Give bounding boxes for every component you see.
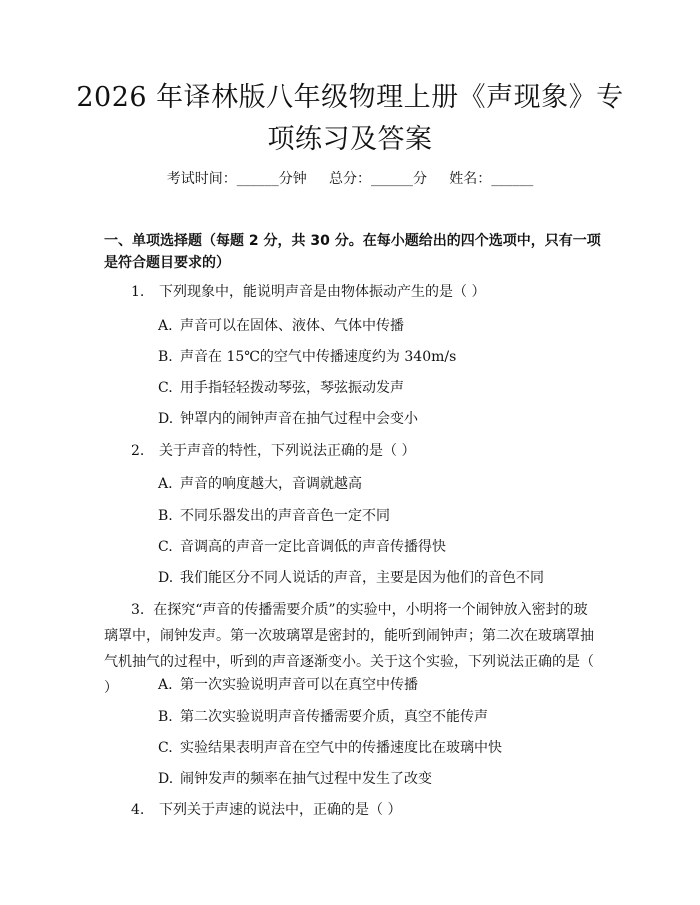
option-text: 音调高的声音一定比音调低的声音传播得快 — [180, 539, 446, 555]
option-letter: D. — [158, 771, 174, 787]
option-3b — [158, 707, 488, 727]
option-letter: C. — [158, 380, 173, 396]
document-title-line1: 2026 年译林版八年级物理上册《声现象》专 — [76, 82, 624, 113]
option-text: 声音在 15℃的空气中传播速度约为 340m/s — [180, 349, 457, 365]
question-stem: 下列现象中，能说明声音是由物体振动产生的是（ ） — [159, 284, 486, 300]
option-text: 钟罩内的闹钟声音在抽气过程中会变小 — [180, 411, 418, 427]
question-1 — [131, 282, 485, 302]
option-text: 用手指轻轻拨动琴弦，琴弦振动发声 — [180, 380, 404, 396]
option-letter: A. — [158, 476, 173, 492]
option-letter: C. — [158, 539, 173, 555]
option-letter: B. — [158, 349, 173, 365]
exam-info: 考试时间：______分钟 总分：______分 姓名：______ — [166, 171, 534, 187]
option-1a — [158, 316, 404, 336]
option-text: 我们能区分不同人说话的声音，主要是因为他们的音色不同 — [180, 570, 544, 586]
option-letter: A. — [158, 318, 173, 334]
option-2c — [158, 537, 446, 557]
option-2d — [158, 568, 544, 588]
question-stem: 在探究“声音的传播需要介质”的实验中，小明将一个闹钟放入密封的玻璃罩中，闹钟发声。第一次玻璃罩是密封的，能听到闹钟声；第二次在玻璃罩抽气机抽气的过程中，听到的声音逐渐变小。关于这个实验，下列说法正确的是（ ） — [104, 602, 594, 696]
option-letter: D. — [158, 411, 174, 427]
question-number: 1. — [131, 284, 145, 300]
document-title-line2: 项练习及答案 — [267, 124, 433, 155]
option-3d — [158, 769, 432, 789]
option-3a — [158, 675, 418, 695]
option-text: 闹钟发声的频率在抽气过程中发生了改变 — [180, 771, 432, 787]
question-number: 2. — [131, 443, 145, 459]
option-text: 不同乐器发出的声音音色一定不同 — [180, 508, 390, 524]
option-letter: D. — [158, 570, 174, 586]
option-1b — [158, 347, 456, 367]
question-number: 4. — [131, 802, 145, 818]
option-2a — [158, 474, 362, 494]
question-2 — [131, 441, 415, 461]
question-4 — [131, 800, 401, 820]
question-number: 3. — [131, 602, 145, 618]
section-heading: 一、单项选择题（每题 2 分，共 30 分。在每小题给出的四个选项中，只有一项是符合题目要求的） — [104, 233, 601, 271]
question-stem: 下列关于声速的说法中，正确的是（ ） — [159, 802, 402, 818]
option-text: 声音可以在固体、液体、气体中传播 — [180, 318, 404, 334]
option-1c — [158, 378, 404, 398]
question-stem: 关于声音的特性，下列说法正确的是（ ） — [159, 443, 416, 459]
option-2b — [158, 506, 390, 526]
option-text: 第二次实验说明声音传播需要介质，真空不能传声 — [180, 709, 488, 725]
option-3c — [158, 738, 502, 758]
option-letter: B. — [158, 709, 173, 725]
option-text: 实验结果表明声音在空气中的传播速度比在玻璃中快 — [180, 740, 502, 756]
option-letter: C. — [158, 740, 173, 756]
option-text: 声音的响度越大，音调就越高 — [180, 476, 362, 492]
option-text: 第一次实验说明声音可以在真空中传播 — [180, 677, 418, 693]
option-1d — [158, 409, 418, 429]
option-letter: A. — [158, 677, 173, 693]
option-letter: B. — [158, 508, 173, 524]
